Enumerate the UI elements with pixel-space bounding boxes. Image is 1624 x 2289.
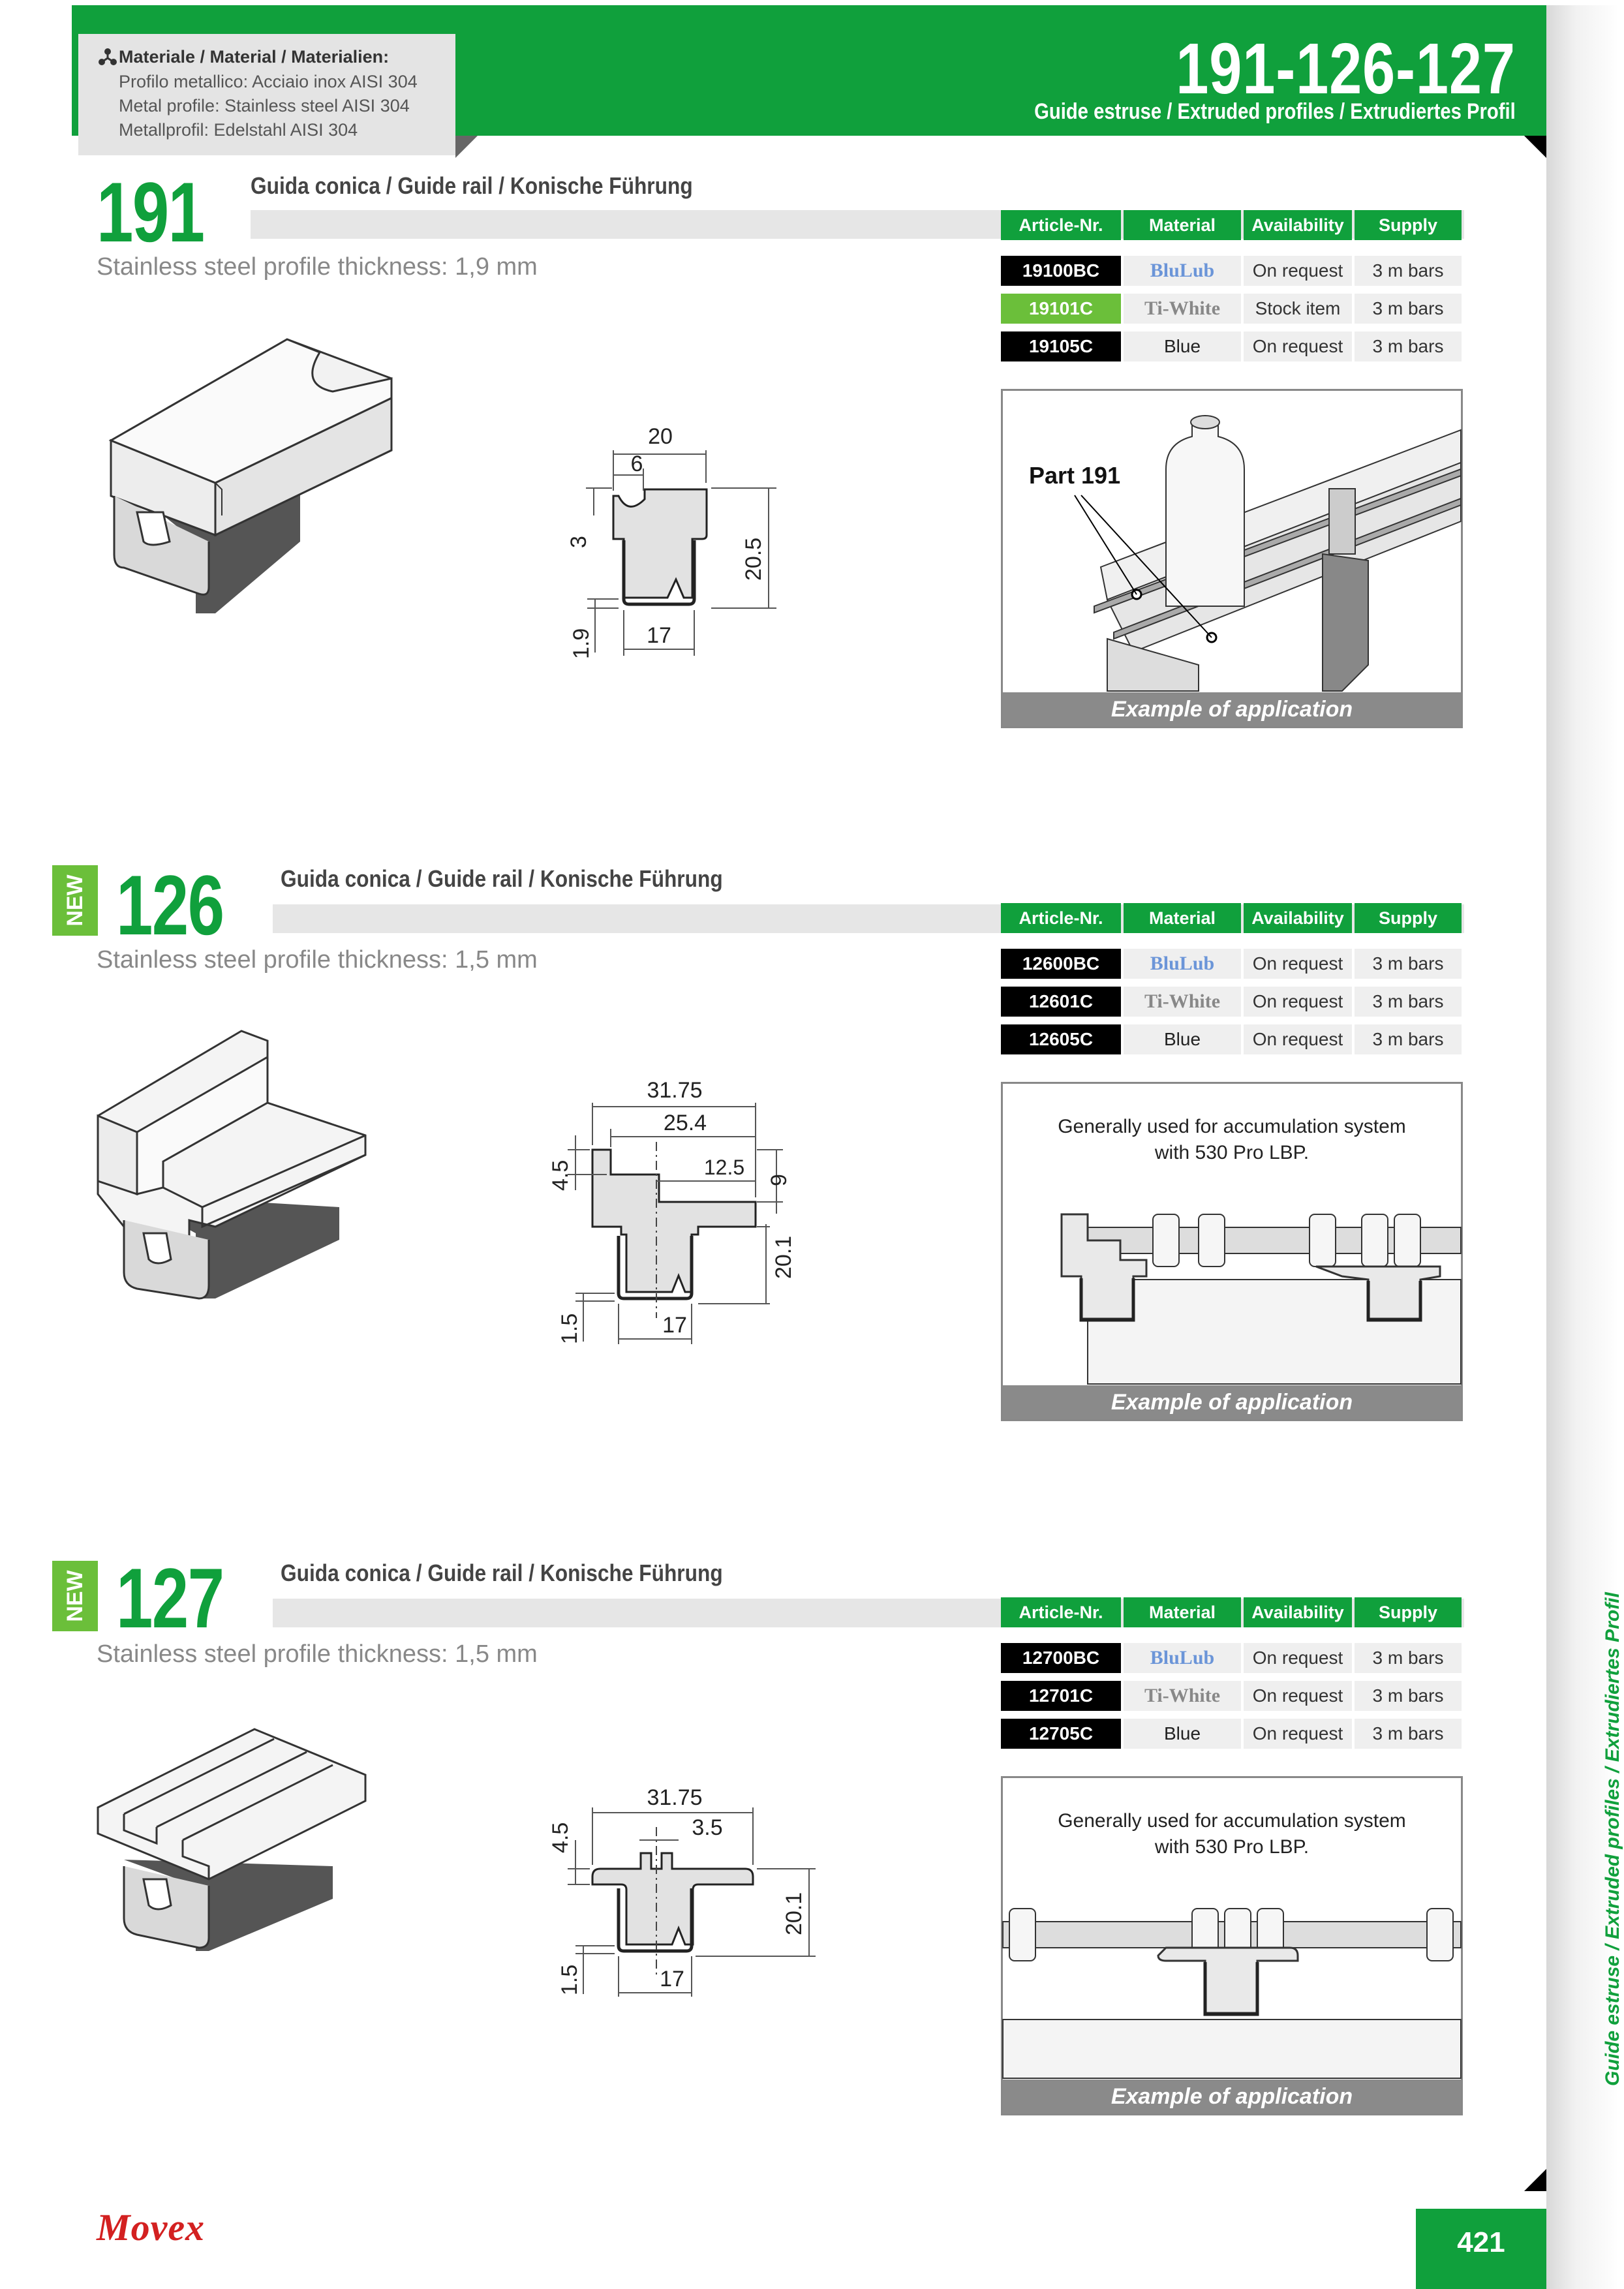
product-code: 191-126-127 bbox=[1176, 29, 1516, 109]
header-subtitle: Guide estruse / Extruded profiles / Extrudiertes Profil bbox=[1034, 99, 1516, 124]
cell-material: BluLub bbox=[1124, 256, 1241, 286]
header-corner bbox=[1524, 136, 1546, 158]
cell-supply: 3 m bars bbox=[1355, 256, 1462, 286]
cell-article: 12605C bbox=[1001, 1024, 1121, 1054]
section-number: 191 bbox=[97, 164, 204, 260]
cell-article: 19101C bbox=[1001, 294, 1121, 324]
article-table bbox=[1001, 210, 1462, 328]
cell-material: Ti-White bbox=[1124, 987, 1241, 1017]
movex-logo: Movex bbox=[97, 2206, 206, 2249]
cell-article: 12601C bbox=[1001, 987, 1121, 1017]
cell-supply: 3 m bars bbox=[1355, 1719, 1462, 1749]
cell-material: Blue bbox=[1124, 1024, 1241, 1054]
cell-supply: 3 m bars bbox=[1355, 1024, 1462, 1054]
thickness-note: Stainless steel profile thickness: 1,5 mm bbox=[97, 946, 538, 974]
th-material: Material bbox=[1124, 210, 1241, 240]
section-title: Guida conica / Guide rail / Konische Führung bbox=[281, 865, 723, 892]
th-material: Material bbox=[1124, 903, 1241, 933]
cell-article: 12705C bbox=[1001, 1719, 1121, 1749]
th-availability: Availability bbox=[1244, 210, 1352, 240]
profile-isometric-191 bbox=[85, 326, 411, 626]
dim-thickness: 1.5 bbox=[557, 1964, 582, 1995]
dim-base: 17 bbox=[662, 1313, 687, 1338]
cell-material: BluLub bbox=[1124, 1643, 1241, 1673]
dim-width: 20 bbox=[648, 424, 673, 449]
cell-supply: 3 m bars bbox=[1355, 949, 1462, 979]
cell-material: Ti-White bbox=[1124, 1681, 1241, 1711]
article-table-row bbox=[1001, 331, 1462, 364]
dim-h1: 4.5 bbox=[548, 1160, 573, 1191]
application-text: Generally used for accumulation system bbox=[1058, 1810, 1406, 1832]
th-supply: Supply bbox=[1355, 210, 1462, 240]
dim-height: 20.1 bbox=[782, 1892, 806, 1935]
cell-material: Ti-White bbox=[1124, 294, 1241, 324]
th-article: Article-Nr. bbox=[1001, 1597, 1121, 1627]
application-illustration bbox=[1003, 1863, 1461, 2078]
application-caption: Example of application bbox=[1003, 692, 1461, 726]
cell-availability: On request bbox=[1244, 256, 1352, 286]
application-text: with 530 Pro LBP. bbox=[1154, 1142, 1310, 1163]
application-text: Generally used for accumulation system bbox=[1058, 1116, 1406, 1137]
cell-availability: On request bbox=[1244, 331, 1352, 361]
thickness-note: Stainless steel profile thickness: 1,9 mm bbox=[97, 253, 538, 281]
dim-height: 20.5 bbox=[741, 537, 766, 581]
dim-base: 17 bbox=[660, 1967, 684, 1991]
cell-supply: 3 m bars bbox=[1355, 987, 1462, 1017]
dim-h1: 4.5 bbox=[548, 1822, 573, 1853]
dim-thickness: 1.5 bbox=[557, 1313, 582, 1344]
dim-width: 31.75 bbox=[647, 1785, 703, 1810]
article-table bbox=[1001, 1597, 1462, 1754]
new-badge-text: NEW bbox=[63, 1570, 87, 1622]
application-box-191 bbox=[1001, 389, 1463, 728]
side-corner bbox=[1524, 2169, 1546, 2191]
cell-article: 19105C bbox=[1001, 331, 1121, 361]
cell-availability: On request bbox=[1244, 1643, 1352, 1673]
cell-availability: On request bbox=[1244, 1681, 1352, 1711]
th-supply: Supply bbox=[1355, 903, 1462, 933]
material-title: Materiale / Material / Materialien: bbox=[119, 47, 390, 67]
cell-availability: On request bbox=[1244, 1024, 1352, 1054]
dim-top: 6 bbox=[630, 452, 643, 476]
cell-article: 12701C bbox=[1001, 1681, 1121, 1711]
section-number: 126 bbox=[116, 857, 224, 953]
cell-availability: On request bbox=[1244, 1719, 1352, 1749]
cell-supply: 3 m bars bbox=[1355, 294, 1462, 324]
profile-isometric-126 bbox=[85, 1024, 385, 1312]
article-table bbox=[1001, 903, 1462, 1060]
profile-drawing-127 bbox=[542, 1785, 829, 2049]
material-line: Metallprofil: Edelstahl AISI 304 bbox=[119, 120, 358, 140]
dim-half: 12.5 bbox=[703, 1156, 745, 1179]
cell-supply: 3 m bars bbox=[1355, 1643, 1462, 1673]
application-caption: Example of application bbox=[1003, 1385, 1461, 1419]
cell-material: Blue bbox=[1124, 331, 1241, 361]
section-title: Guida conica / Guide rail / Konische Führung bbox=[251, 172, 693, 199]
section-title: Guida conica / Guide rail / Konische Führung bbox=[281, 1559, 723, 1586]
application-text: with 530 Pro LBP. bbox=[1154, 1836, 1310, 1858]
thickness-note: Stainless steel profile thickness: 1,5 mm bbox=[97, 1640, 538, 1668]
dim-h2: 9 bbox=[767, 1174, 791, 1186]
dim-slot: 3.5 bbox=[692, 1815, 723, 1840]
th-material: Material bbox=[1124, 1597, 1241, 1627]
cell-material: Blue bbox=[1124, 1719, 1241, 1749]
dim-width2: 25.4 bbox=[663, 1111, 707, 1135]
cell-article: 19100BC bbox=[1001, 256, 1121, 286]
cell-article: 12600BC bbox=[1001, 949, 1121, 979]
section-number: 127 bbox=[116, 1550, 224, 1646]
cell-supply: 3 m bars bbox=[1355, 331, 1462, 361]
th-availability: Availability bbox=[1244, 1597, 1352, 1627]
profile-isometric-127 bbox=[85, 1716, 385, 1964]
cell-supply: 3 m bars bbox=[1355, 1681, 1462, 1711]
material-box-corner bbox=[455, 136, 478, 158]
application-caption: Example of application bbox=[1003, 2080, 1461, 2113]
dim-h1: 3 bbox=[566, 536, 591, 548]
cell-article: 12700BC bbox=[1001, 1643, 1121, 1673]
cell-availability: Stock item bbox=[1244, 294, 1352, 324]
application-illustration bbox=[1003, 1169, 1461, 1384]
page-number: 421 bbox=[1457, 2226, 1505, 2258]
dim-base: 17 bbox=[647, 623, 671, 648]
material-line: Metal profile: Stainless steel AISI 304 bbox=[119, 96, 410, 115]
th-article: Article-Nr. bbox=[1001, 210, 1121, 240]
th-availability: Availability bbox=[1244, 903, 1352, 933]
cell-availability: On request bbox=[1244, 949, 1352, 979]
th-supply: Supply bbox=[1355, 1597, 1462, 1627]
dim-height: 20.1 bbox=[771, 1235, 796, 1279]
cell-material: BluLub bbox=[1124, 949, 1241, 979]
application-box-127 bbox=[1001, 1776, 1463, 2115]
profile-drawing-126 bbox=[542, 1070, 829, 1351]
th-article: Article-Nr. bbox=[1001, 903, 1121, 933]
profile-drawing-191 bbox=[561, 418, 809, 666]
material-line: Profilo metallico: Acciaio inox AISI 304 bbox=[119, 72, 418, 91]
dim-width: 31.75 bbox=[647, 1078, 703, 1103]
application-label: Part 191 bbox=[1029, 462, 1121, 489]
side-text: Guide estruse / Extruded profiles / Extrudiertes Profil bbox=[1602, 1592, 1623, 2086]
cell-availability: On request bbox=[1244, 987, 1352, 1017]
application-box-126 bbox=[1001, 1082, 1463, 1421]
application-illustration bbox=[1003, 391, 1461, 691]
material-icon bbox=[98, 47, 117, 67]
new-badge-text: NEW bbox=[63, 874, 87, 927]
dim-thickness: 1.9 bbox=[569, 628, 594, 659]
